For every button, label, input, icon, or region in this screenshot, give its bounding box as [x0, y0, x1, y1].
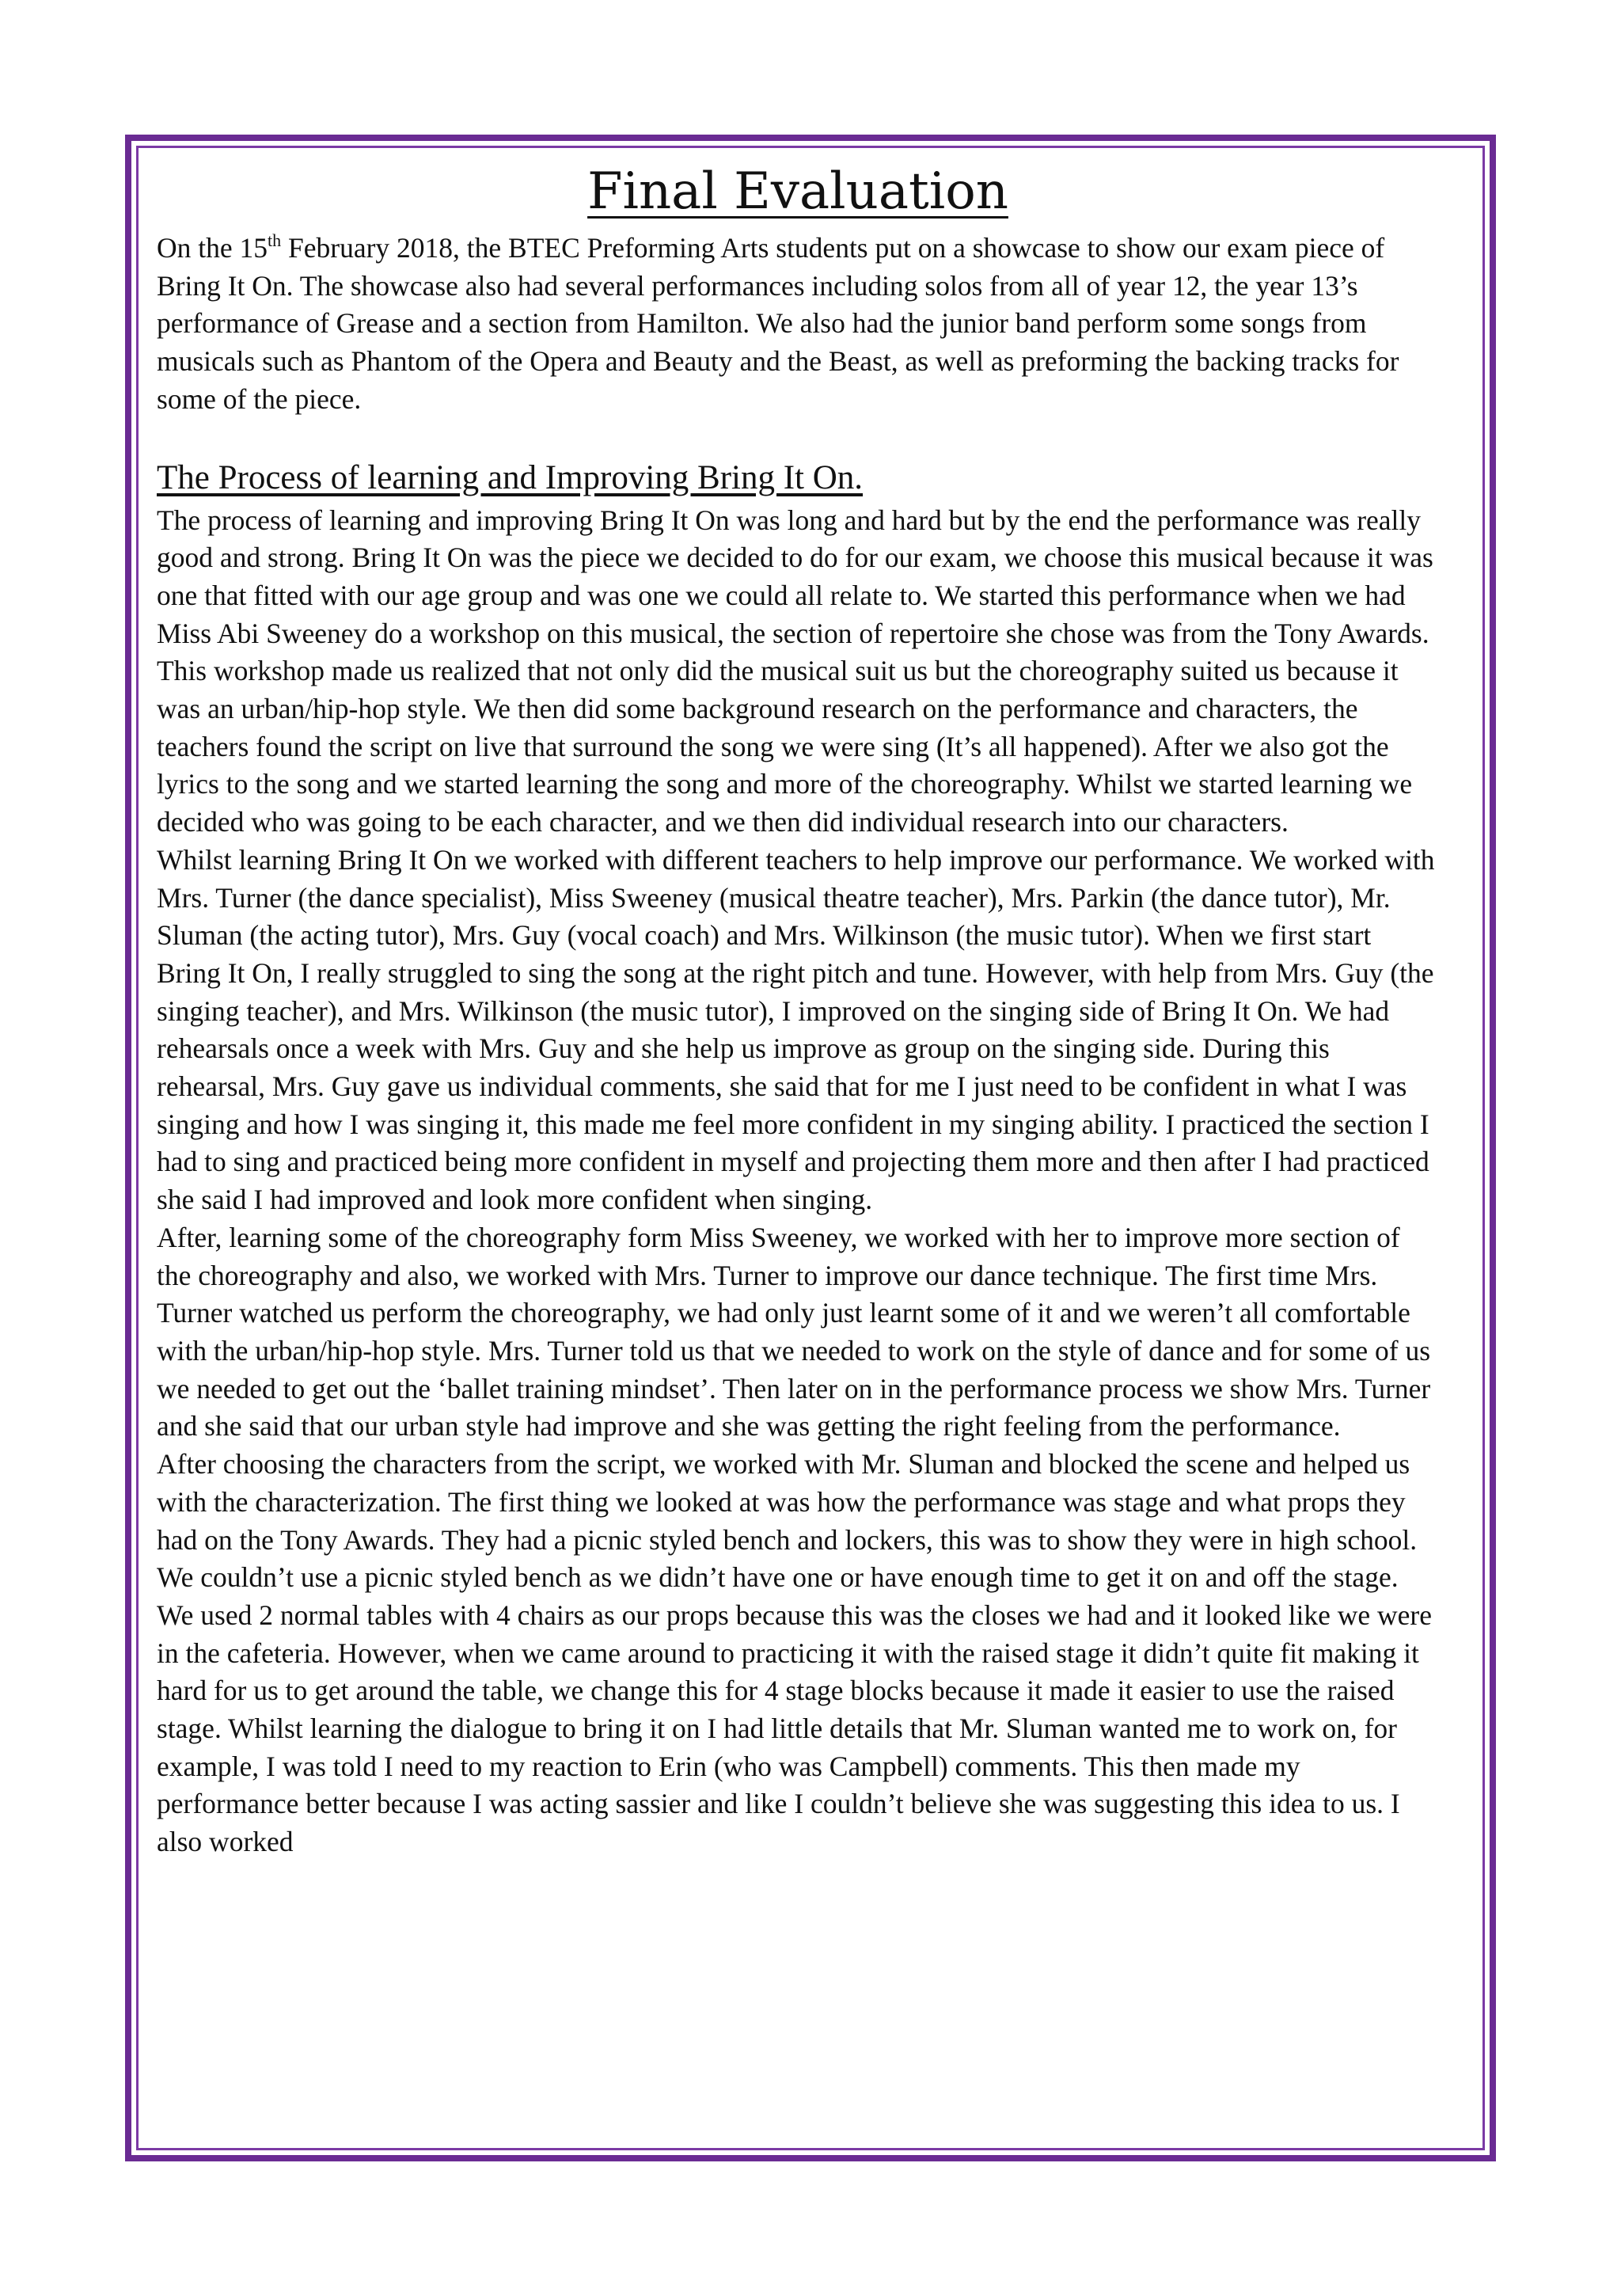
intro-paragraph	[157, 230, 1439, 419]
body-paragraph-2: Whilst learning Bring It On we worked with different teachers to help improve our performance. We worked with Mrs. Turner (the dance specialist), Miss Sweeney (musical theatre teacher), Mrs. Parkin (the dance tutor), Mr. Sluman (the acting tutor), Mrs. Guy (vocal coach) and Mrs. Wilkinson (the music tutor). When we first start Bring It On, I really struggled to sing the song at the right pitch and tune. However, with help from Mrs. Guy (the singing teacher), and Mrs. Wilkinson (the music tutor), I improved on the singing side of Bring It On. We had rehearsals once a week with Mrs. Guy and she help us improve as group on the singing side. During this rehearsal, Mrs. Guy gave us individual comments, she said that for me I just need to be confident in what I was singing and how I was singing it, this made me feel more confident in my singing ability. I practiced the section I had to sing and practiced being more confident in myself and projecting them more and then after I had practiced she said I had improved and look more confident when singing.	[157, 843, 1435, 1216]
section-heading: The Process of learning and Improving Bring It On.	[157, 458, 864, 496]
intro-ordinal-suffix: th	[268, 230, 282, 250]
intro-text-rest: February 2018, the BTEC Preforming Arts students put on a showcase to show our exam piece of Bring It On. The showcase also had several performances including solos from all of year 12, the year 13’s performance of Grease and a section from Hamilton. We also had the junior band perform some songs from musicals such as Phantom of the Opera and Beauty and the Beast, as well as preforming the backing tracks for some of the piece.	[157, 232, 1399, 415]
section-spacer	[157, 419, 1439, 456]
document-title: Final Evaluation	[587, 162, 1008, 221]
intro-text-start: On the 15	[157, 232, 268, 264]
body-paragraph-3: After, learning some of the choreography form Miss Sweeney, we worked with her to improve more section of the choreography and also, we worked with Mrs. Turner to improve our dance technique. The first time Mrs. Turner watched us perform the choreography, we had only just learnt some of it and we weren’t all comfortable with the urban/hip-hop style. Mrs. Turner told us that we needed to work on the style of dance and for some of us we needed to get out the ‘ballet training mindset’. Then later on in the performance process we show Mrs. Turner and she said that our urban style had improve and she was getting the right feeling from the performance.	[157, 1221, 1431, 1443]
body-paragraph-1: The process of learning and improving Bring It On was long and hard but by the end the performance was really good and strong. Bring It On was the piece we decided to do for our exam, we choose this musical because it was one that fitted with our age group and was one we could all relate to. We started this performance when we had Miss Abi Sweeney do a workshop on this musical, the section of repertoire she chose was from the Tony Awards. This workshop made us realized that not only did the musical suit us but the choreography suited us because it was an urban/hip-hop style. We then did some background research on the performance and characters, the teachers found the script on live that surround the song we were sing (It’s all happened). After we also got the lyrics to the song and we started learning the song and more of the choreography. Whilst we started learning we decided who was going to be each character, and we then did individual research into our characters.	[157, 504, 1433, 838]
body-paragraph-4: After choosing the characters from the script, we worked with Mr. Sluman and blocked the scene and helped us with the characterization. The first thing we looked at was how the performance was stage and what props they had on the Tony Awards. They had a picnic styled bench and lockers, this was to show they were in high school. We couldn’t use a picnic styled bench as we didn’t have one or have enough time to get it on and off the stage. We used 2 normal tables with 4 chairs as our props because this was the closes we had and it looked like we were in the cafeteria. However, when we came around to practicing it with the raised stage it didn’t quite fit making it hard for us to get around the table, we change this for 4 stage blocks because it made it easier to use the raised stage. Whilst learning the dialogue to bring it on I had little details that Mr. Sluman wanted me to work on, for example, I was told I need to my reaction to Erin (who was Campbell) comments. This then made my performance better because I was acting sassier and like I couldn’t believe she was suggesting this idea to us. I also worked	[157, 1448, 1432, 1858]
document-content	[157, 158, 1439, 1861]
